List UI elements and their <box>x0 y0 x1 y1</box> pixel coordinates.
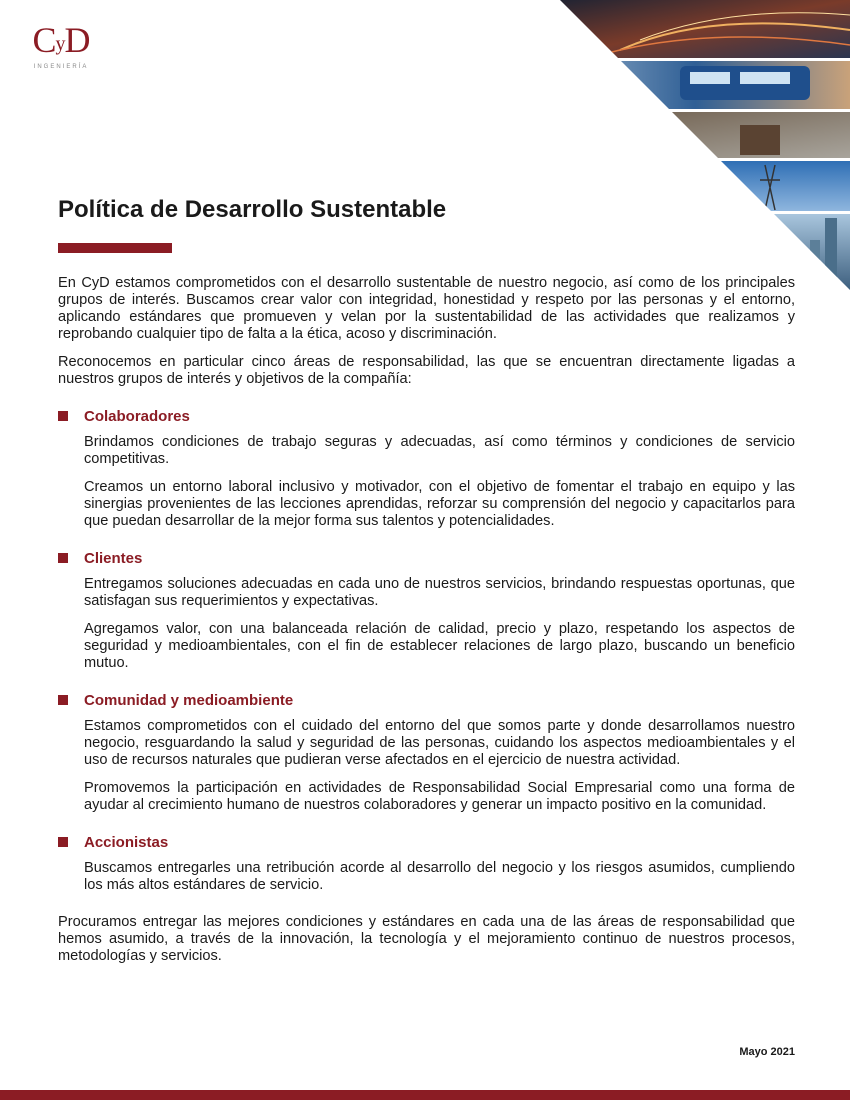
section-paragraph: Buscamos entregarles una retribución acorde al desarrollo del negocio y los riesgos asumidos, cumpliendo los más altos estándares de servicio. <box>84 860 795 893</box>
section-heading: Comunidad y medioambiente <box>84 691 294 709</box>
closing-paragraph: Procuramos entregar las mejores condiciones y estándares en cada una de las áreas de responsabilidad que hemos asumido, a través de la innovación, la tecnología y el mejoramiento continuo de nuestros procesos, metodologías y servicios. <box>58 914 795 964</box>
section-paragraph: Creamos un entorno laboral inclusivo y motivador, con el objetivo de fomentar el trabajo en equipo y las sinergias provenientes de las lecciones aprendidas, reforzar su comprensión del negocio y capacitarlos para que puedan desarrollar de la mejor forma sus talentos y potencialidades. <box>84 479 795 529</box>
square-bullet-icon <box>58 411 68 421</box>
square-bullet-icon <box>58 695 68 705</box>
intro-paragraph: En CyD estamos comprometidos con el desarrollo sustentable de nuestro negocio, así como de los principales grupos de interés. Buscamos crear valor con integridad, honestidad y respeto por las personas y el entorno, aplicando estándares que promueven y velan por la sustentabilidad de las actividades que realizamos y reprobando cualquier tipo de falta a la ética, acoso y discriminación. <box>58 275 795 342</box>
footer-bar <box>0 1090 850 1100</box>
logo-subtitle: INGENIERÍA <box>33 64 89 70</box>
section-heading: Accionistas <box>84 833 169 851</box>
section-heading: Colaboradores <box>84 407 190 425</box>
section-paragraph: Estamos comprometidos con el cuidado del entorno del que somos parte y donde desarrollamos nuestro negocio, resguardando la salud y seguridad de las personas, cuidando los aspectos medioambientales y el uso de recursos naturales que pudieran verse afectados en el ejercicio de nuestra actividad. <box>84 718 795 768</box>
section-comunidad-medioambiente <box>58 690 795 814</box>
section-accionistas <box>58 832 795 894</box>
company-logo <box>24 20 98 76</box>
square-bullet-icon <box>58 553 68 563</box>
document-date: Mayo 2021 <box>739 1046 795 1058</box>
section-heading: Clientes <box>84 549 143 567</box>
header-photo-banner <box>540 0 850 290</box>
intro-paragraph: Reconocemos en particular cinco áreas de responsabilidad, las que se encuentran directamente ligadas a nuestros grupos de interés y objetivos de la compañía: <box>58 354 795 387</box>
logo-mark: CyD <box>32 20 90 60</box>
square-bullet-icon <box>58 837 68 847</box>
intro <box>58 275 795 388</box>
title-underline-bar <box>58 243 172 253</box>
section-clientes <box>58 548 795 672</box>
policy-body <box>58 275 795 965</box>
section-paragraph: Agregamos valor, con una balanceada relación de calidad, precio y plazo, respetando los aspectos de seguridad y medioambientales, con el fin de establecer relaciones de largo plazo, buscando un beneficio mutuo. <box>84 621 795 671</box>
page-title: Política de Desarrollo Sustentable <box>58 196 447 223</box>
section-paragraph: Brindamos condiciones de trabajo seguras y adecuadas, así como términos y condiciones de servicio competitivas. <box>84 434 795 467</box>
section-paragraph: Promovemos la participación en actividades de Responsabilidad Social Empresarial como una forma de ayudar al crecimiento humano de nuestros colaboradores y generar un impacto positivo en la comunidad. <box>84 780 795 813</box>
section-colaboradores <box>58 406 795 530</box>
section-paragraph: Entregamos soluciones adecuadas en cada uno de nuestros servicios, brindando respuestas oportunas, que satisfagan sus requerimientos y expectativas. <box>84 576 795 609</box>
